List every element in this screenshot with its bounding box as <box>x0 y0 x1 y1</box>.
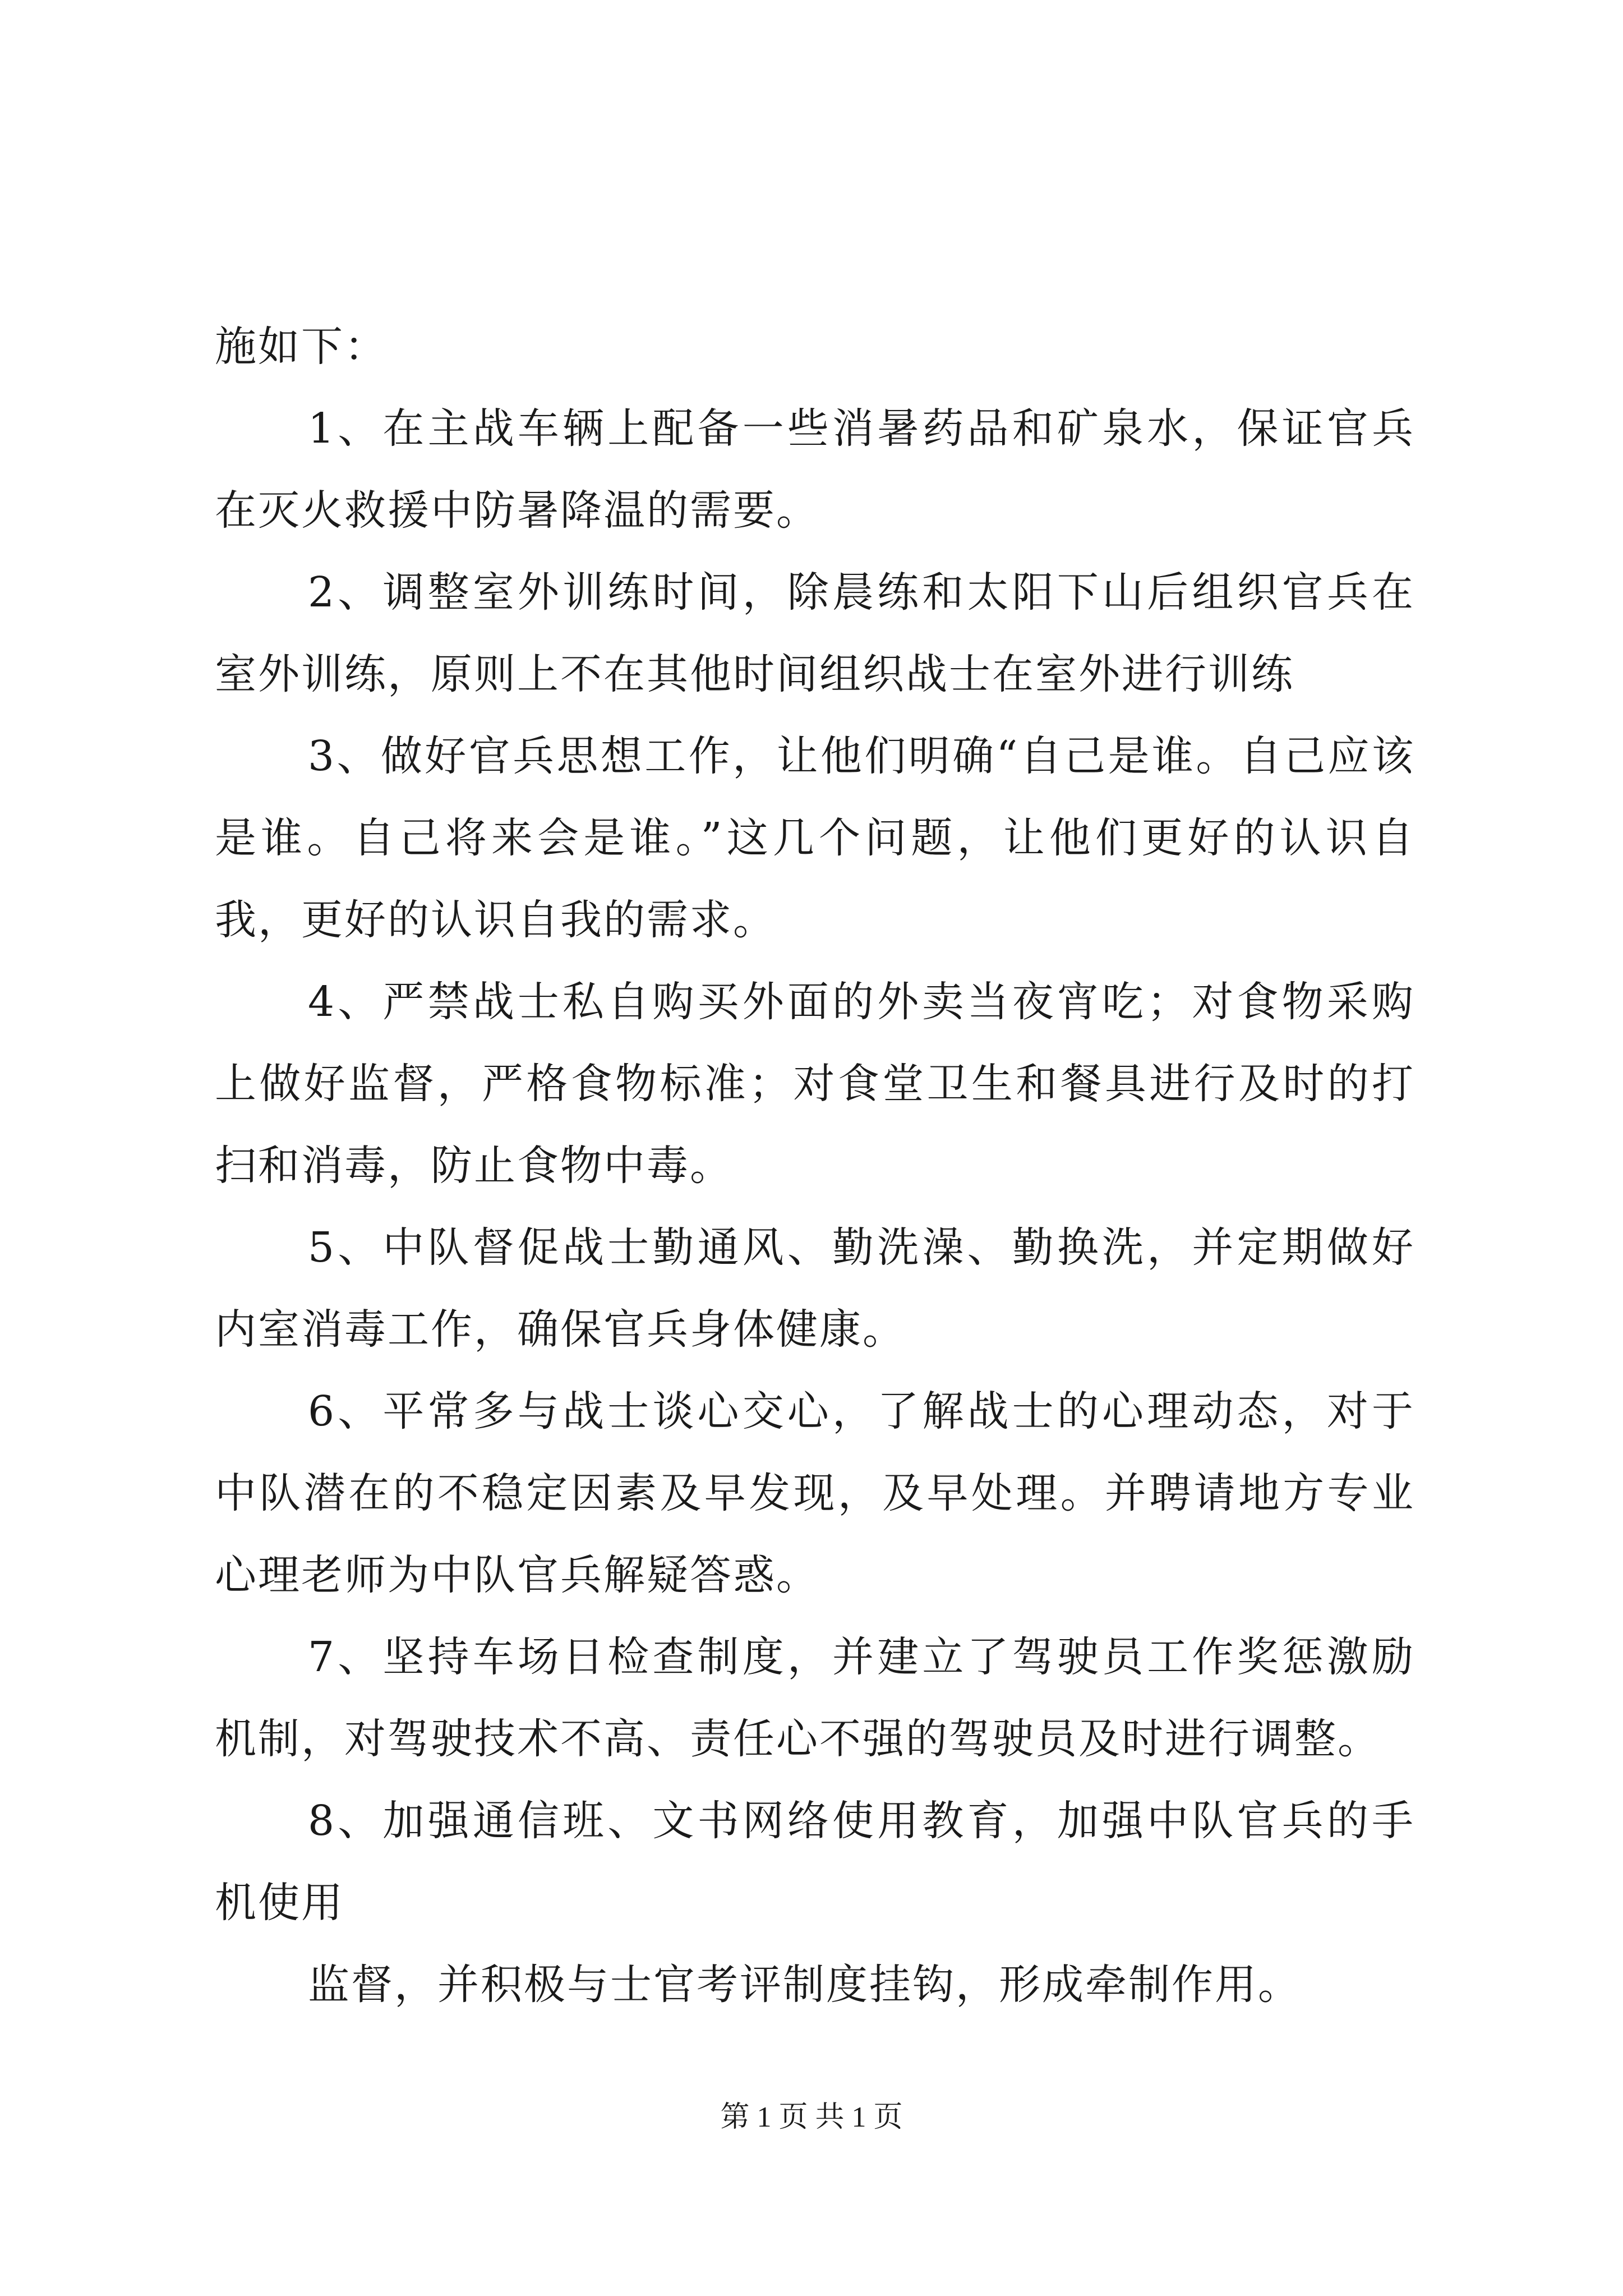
paragraph-item-5: 5、中队督促战士勤通风、勤洗澡、勤换洗，并定期做好内室消毒工作，确保官兵身体健康。 <box>215 1223 1415 1354</box>
paragraph-item-4: 4、严禁战士私自购买外面的外卖当夜宵吃；对食物采购上做好监督，严格食物标准；对食堂卫生和餐具进行及时的打扫和消毒，防止食物中毒。 <box>215 978 1415 1190</box>
paragraph-item-7: 7、坚持车场日检查制度，并建立了驾驶员工作奖惩激励机制，对驾驶技术不高、责任心不强的驾驶员及时进行调整。 <box>215 1633 1415 1763</box>
paragraph-continuation: 监督，并积极与士官考评制度挂钩，形成牵制作用。 <box>308 1961 1301 2009</box>
paragraph-item-1: 1、在主战车辆上配备一些消暑药品和矿泉水，保证官兵在灭火救援中防暑降温的需要。 <box>215 404 1415 535</box>
paragraph-item-8: 8、加强通信班、文书网络使用教育，加强中队官兵的手机使用 <box>215 1797 1415 1927</box>
document-body <box>215 306 1415 2026</box>
paragraph-intro: 施如下： <box>215 323 388 371</box>
page-footer: 第 1 页 共 1 页 <box>720 2101 903 2133</box>
paragraph-item-2: 2、调整室外训练时间，除晨练和太阳下山后组织官兵在室外训练，原则上不在其他时间组织战士在室外进行训练 <box>215 568 1415 698</box>
paragraph-item-3: 3、做好官兵思想工作，让他们明确“自己是谁。自己应该是谁。自己将来会是谁。”这几个问题，让他们更好的认识自我，更好的认识自我的需求。 <box>215 732 1415 944</box>
paragraph-item-6: 6、平常多与战士谈心交心，了解战士的心理动态，对于中队潜在的不稳定因素及早发现，及早处理。并聘请地方专业心理老师为中队官兵解疑答惑。 <box>215 1387 1415 1599</box>
